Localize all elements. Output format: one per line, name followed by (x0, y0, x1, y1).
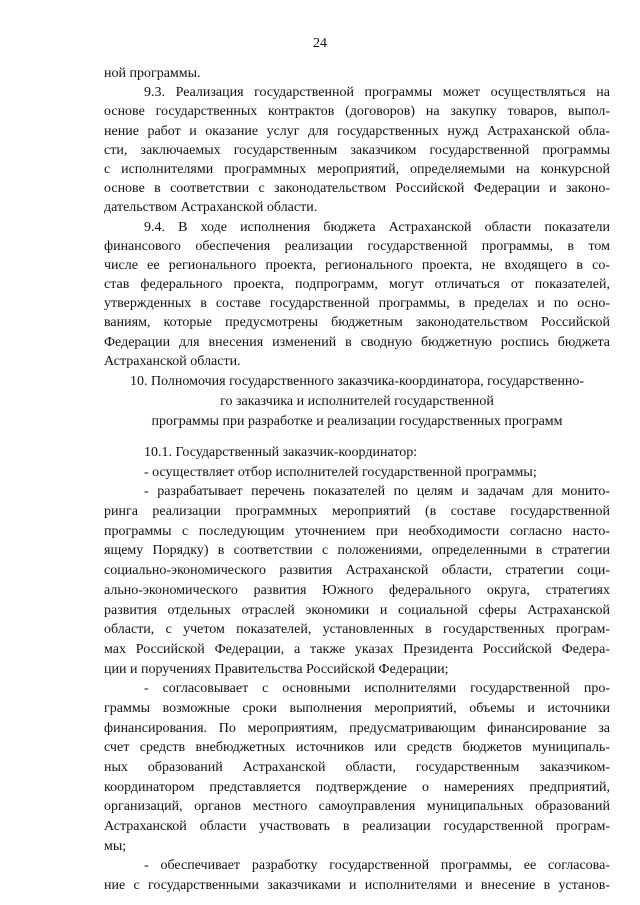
list-line: ринга реализации программных мероприятий (в составе государственной (104, 504, 610, 520)
list-line: развития отдельных отраслей экономики и социальной сферы Астраханской (104, 602, 610, 618)
paragraph-line: утвержденных в составе государственной программы, в пределах и по осно- (104, 296, 610, 312)
list-line: граммы возможные сроки выполнения мероприятий, объемы и источники (104, 700, 610, 716)
list-line: социально-экономического развития Астраханской области, стратегии соци- (104, 563, 610, 579)
paragraph-line: Федерации для внесения изменений в сводную бюджетную роспись бюджета (104, 334, 610, 350)
list-line: мах Российской Федерации, а также указах Президента Российской Федера- (104, 641, 610, 657)
paragraph-line: с исполнителями программных мероприятий, определяемыми на конкурсной (104, 161, 610, 177)
list-line: Астраханской области участвовать в реализации государственной програм- (104, 819, 610, 835)
paragraph-line: числе ее регионального проекта, регионального проекта, не входящего в со- (104, 257, 610, 273)
list-line: - согласовывает с основными исполнителями государственной про- (144, 681, 610, 697)
list-line: - осуществляет отбор исполнителей государственной программы; (144, 464, 537, 480)
list-line: координатором представляется подтверждение о намерениях предприятий, (104, 779, 610, 795)
paragraph-line: основе в соответствии с законодательством Российской Федерации и законо- (104, 181, 610, 197)
paragraph-line: Астраханской области. (104, 353, 241, 369)
section-10-list (104, 443, 610, 896)
paragraph-line: 9.3. Реализация государственной программы может осуществляться на (144, 85, 610, 101)
list-line: области, с учетом показателей, установленных в государственных програм- (104, 622, 610, 638)
section-10-heading (104, 372, 610, 432)
list-line: мы; (104, 838, 127, 854)
page-number: 24 (313, 36, 327, 51)
paragraph-line: сти, заключаемых государственным заказчиком государственной программы (104, 142, 610, 158)
list-line: - обеспечивает разработку государственной программы, ее согласова- (144, 858, 610, 874)
paragraph-line: ной программы. (104, 66, 201, 81)
paragraph-line: основе государственных контрактов (договоров) на закупку товаров, выпол- (104, 104, 610, 120)
list-line: - разрабатывает перечень показателей по целям и задачам для монито- (144, 484, 610, 500)
body-text-block (104, 64, 610, 371)
paragraph-line: дательством Астраханской области. (104, 200, 318, 216)
list-line: организаций, органов местного самоуправления муниципальных образований (104, 799, 610, 815)
list-line: программы с последующим уточнением при необходимости согласно насто- (104, 523, 610, 539)
paragraph-line: ваниям, которые предусмотрены бюджетным законодательством Российской (104, 315, 610, 331)
list-line: ние с государственными заказчиками и исполнителями и внесение в установ- (104, 878, 610, 894)
section-heading-line: программы при разработке и реализации государственных программ (151, 414, 563, 429)
list-line: счет средств внебюджетных источников или средств бюджетов муниципаль- (104, 740, 610, 756)
section-heading-line: 10. Полномочия государственного заказчика-координатора, государственно- (129, 374, 585, 389)
list-line: ции и поручениях Правительства Российской Федерации; (104, 661, 449, 677)
list-line: ных образований Астраханской области, государственным заказчиком- (104, 760, 610, 775)
paragraph-line: финансового обеспечения реализации государственной программы, в том (104, 238, 610, 254)
list-line: финансирования. По мероприятиям, предусматривающим финансирование за (104, 720, 610, 736)
list-line: 10.1. Государственный заказчик-координатор: (144, 445, 418, 460)
paragraph-line: нение работ и оказание услуг для государственных нужд Астраханской обла- (104, 123, 610, 139)
list-line: ящему Порядку) в соответствии с положениями, определенными в стратегии (104, 543, 610, 559)
section-heading-line: го заказчика и исполнителей государственной (220, 394, 494, 409)
paragraph-line: став федерального проекта, подпрограмм, могут отличаться от показателей, (104, 277, 610, 293)
list-line: ально-экономического развития Южного федерального округа, стратегиях (104, 582, 610, 598)
paragraph-line: 9.4. В ходе исполнения бюджета Астраханской области показатели (144, 219, 610, 235)
